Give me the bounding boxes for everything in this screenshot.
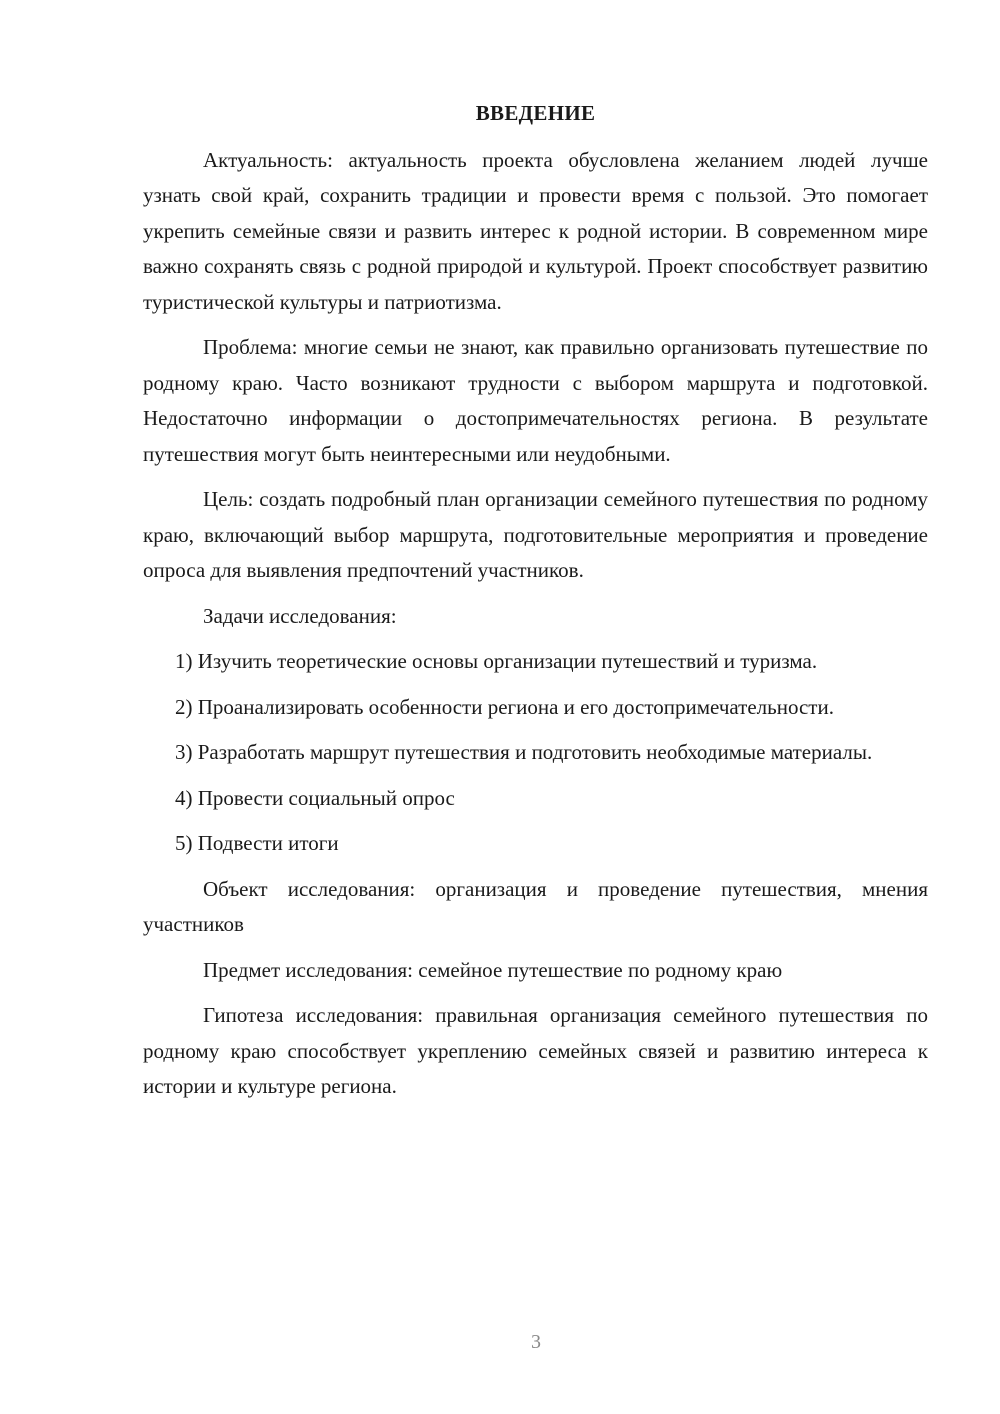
list-item-task-5: 5) Подвести итоги [175,831,339,855]
page-number: 3 [531,1331,541,1353]
list-item-task-2: 2) Проанализировать особенности региона и его достопримечательности. [175,694,834,719]
paragraph-subject: Предмет исследования: семейное путешествие по родному краю [203,957,783,982]
paragraph-hypothesis: Гипотеза исследования: правильная организация семейного путешествия по родному краю способствует укреплению семейных связей и развитию интереса к истории и культуре региона. [143,1003,928,1098]
list-item-task-1: 1) Изучить теоретические основы организации путешествий и туризма. [175,649,818,673]
tasks-heading: Задачи исследования: [203,603,397,628]
page-title: ВВЕДЕНИЕ [475,101,596,125]
paragraph-goal: Цель: создать подробный план организации семейного путешествия по родному краю, включающий выбор маршрута, подготовительные мероприятия и проведение опроса для выявления предпочтений участников. [143,487,928,582]
paragraph-relevance: Актуальность: актуальность проекта обусловлена желанием людей лучше узнать свой край, сохранить традиции и провести время с пользой. Это помогает укрепить семейные связи и развить интерес к родной истории. В современном мире важно сохранять связь с родной природой и культурой. Проект способствует развитию туристической культуры и патриотизма. [143,147,928,314]
paragraph-object: Объект исследования: организация и проведение путешествия, мнения участников [143,876,928,936]
list-item-task-3: 3) Разработать маршрут путешествия и подготовить необходимые материалы. [175,740,873,764]
paragraph-problem: Проблема: многие семьи не знают, как правильно организовать путешествие по родному краю. Часто возникают трудности с выбором маршрута и подготовкой. Недостаточно информации о достопримечательностях региона. В результате путешествия могут быть неинтересными или неудобными. [143,335,928,466]
list-item-task-4: 4) Провести социальный опрос [175,785,455,810]
document-page [143,96,928,1115]
